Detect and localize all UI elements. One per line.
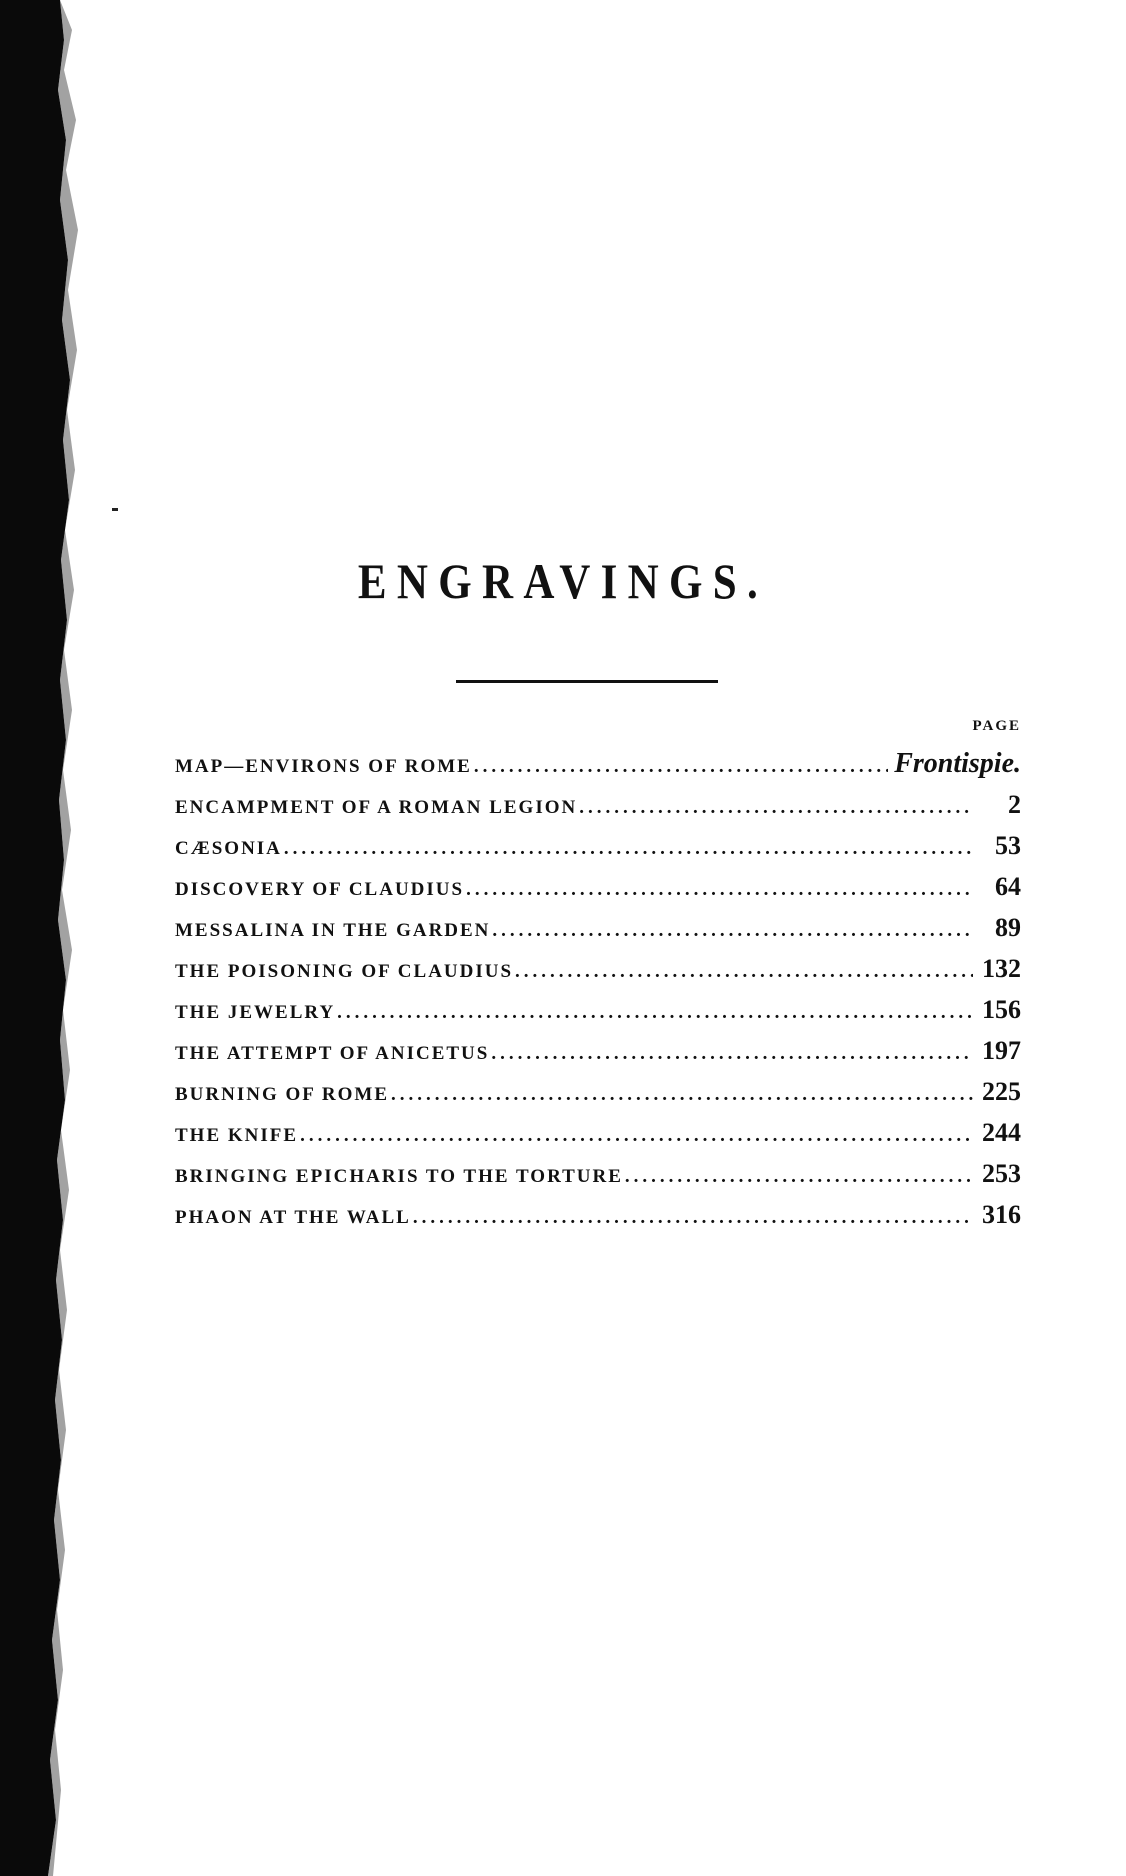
entry-page: 316 (982, 1200, 1021, 1229)
entry-page: 197 (982, 1036, 1021, 1065)
dot-leader (284, 828, 973, 869)
dot-leader (491, 1033, 973, 1074)
dot-leader (625, 1156, 973, 1197)
list-item (175, 907, 1021, 948)
list-item (175, 825, 1021, 866)
dot-leader (466, 869, 973, 910)
dot-leader (492, 910, 973, 951)
dot-leader (413, 1197, 973, 1238)
entry-page: 53 (995, 831, 1021, 860)
entry-page: 89 (995, 913, 1021, 942)
list-item (175, 1071, 1021, 1112)
entry-title: BRINGING EPICHARIS TO THE TORTURE (175, 1166, 623, 1187)
entry-page: 64 (995, 872, 1021, 901)
list-item (175, 1153, 1021, 1194)
entry-page: 156 (982, 995, 1021, 1024)
dot-leader (579, 787, 973, 828)
dot-leader (474, 746, 888, 787)
book-spine-scan-edge (0, 0, 80, 1876)
list-item (175, 784, 1021, 825)
entry-title: THE KNIFE (175, 1125, 299, 1146)
list-item (175, 743, 1021, 784)
entry-page: 244 (982, 1118, 1021, 1147)
list-item (175, 1112, 1021, 1153)
entry-title: BURNING OF ROME (175, 1084, 390, 1105)
dot-leader (391, 1074, 973, 1115)
list-item (175, 948, 1021, 989)
entry-title: THE JEWELRY (175, 1002, 336, 1023)
entry-title: THE ATTEMPT OF ANICETUS (175, 1043, 490, 1064)
entry-page: 132 (982, 954, 1021, 983)
entry-page: Frontispie. (894, 748, 1021, 779)
entry-title: ENCAMPMENT OF A ROMAN LEGION (175, 797, 578, 818)
page-title: ENGRAVINGS. (357, 553, 769, 609)
title-rule (456, 680, 718, 683)
list-item (175, 866, 1021, 907)
entry-title: THE POISONING OF CLAUDIUS (175, 961, 514, 982)
list-item (175, 989, 1021, 1030)
entry-title: MAP—ENVIRONS OF ROME (175, 756, 472, 777)
entry-title: MESSALINA IN THE GARDEN (175, 920, 491, 941)
entry-title: PHAON AT THE WALL (175, 1207, 411, 1228)
entry-title: CÆSONIA (175, 838, 282, 859)
dot-leader (300, 1115, 973, 1156)
dot-leader (515, 951, 973, 992)
entry-page: 225 (982, 1077, 1021, 1106)
list-item (175, 1030, 1021, 1071)
entry-title: DISCOVERY OF CLAUDIUS (175, 879, 465, 900)
entry-page: 253 (982, 1159, 1021, 1188)
stray-ink-mark (112, 508, 118, 511)
dot-leader (337, 992, 973, 1033)
engravings-list (175, 713, 1021, 1235)
page-column-header: PAGE (972, 718, 1021, 734)
list-item (175, 1194, 1021, 1235)
entry-page: 2 (1008, 790, 1021, 819)
